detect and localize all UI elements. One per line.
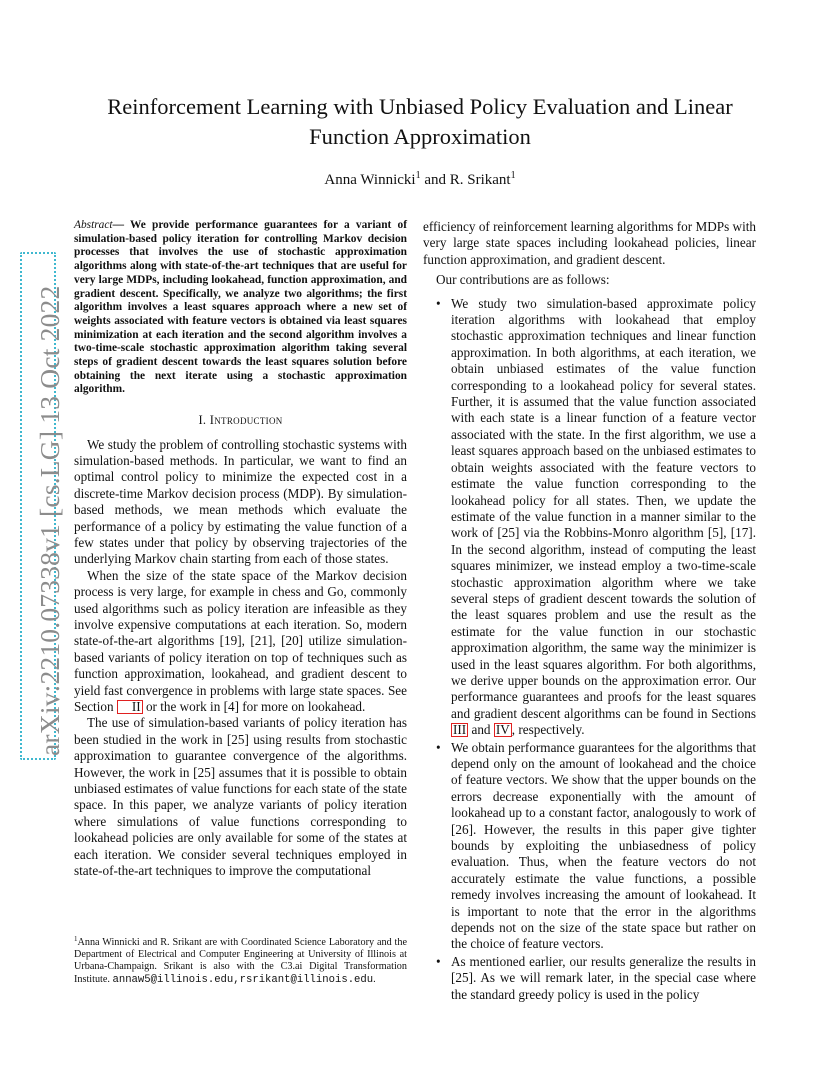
list-item — [423, 740, 756, 953]
author-emails: annaw5@illinois.edu,rsrikant@illinois.edu — [112, 973, 374, 986]
arxiv-stamp-text: arXiv:2210.07338v1 [cs.LG] 13 Oct 2022 — [34, 285, 65, 756]
abstract-text: — We provide performance guarantees for a variant of simulation-based policy iteration for controlling Markov decision processes that involves the use of stochastic approximation algorithms along with state-of-the-art techniques that are useful for very large MDPs, including lookahead, function approximation, and gradient descent. Specifically, we analyze two algorithms; the first algorithm involves a least squares approach where a new set of weights associated with feature vectors is obtained via least squares minimization at each iteration and the second algorithm involves a two-time-scale stochastic approximation algorithm taking several steps of gradient descent towards the least squares solution before obtaining the next iterate using a stochastic approximation algorithm. — [74, 219, 407, 396]
abstract-lead: Abstract — [74, 219, 113, 231]
list-item-text: As mentioned earlier, our results generalize the results in [25]. As we will remark later, in the special case where the standard greedy policy is used in the policy — [451, 953, 756, 1002]
paragraph: Our contributions are as follows: — [436, 272, 610, 288]
arxiv-stamp[interactable] — [14, 256, 65, 756]
bullet-icon: • — [436, 739, 441, 755]
section-link[interactable]: II — [117, 700, 143, 714]
paragraph: We study the problem of controlling stochastic systems with simulation-based methods. In particular, we want to find an optimal control policy to minimize the expected cost in a discrete-time Markov decision process (MDP). By simulation-based methods, we mean methods which evaluate the performance of a policy by estimating the value function of a few states under that policy by observing trajectories of the underlying Markov chain starting from each of those states. — [74, 436, 407, 567]
author-list — [80, 170, 760, 189]
paragraph: The use of simulation-based variants of policy iteration has been studied in the work in [25] using results from stochastic approximation to guarantee convergence of the algorithms. However, the work in [25] assumes that it is possible to obtain unbiased estimates of value functions for each state of the state space. In this paper, we analyze variants of policy iteration where simulations of value functions corresponding to lookahead policies are only available for some of the states at each iteration. We consider several techniques employed in state-of-the-art techniques to improve the computational — [74, 715, 407, 879]
section-number: I. — [198, 413, 210, 428]
title-line-1: Reinforcement Learning with Unbiased Policy Evaluation and Linear — [107, 94, 733, 119]
section-link[interactable]: III — [453, 722, 467, 738]
right-column — [423, 219, 756, 1004]
bullet-icon: • — [436, 953, 441, 969]
footnote-text: Anna Winnicki and R. Srikant are with Coordinated Science Laboratory and the Department of Electrical and Computer Engineering at University of Illinois at Urbana-Champaign. Srikant is also with the C3.ai Digital Transformation Institute. — [74, 937, 407, 985]
section-title: Introduction — [209, 413, 283, 428]
left-column — [74, 219, 407, 880]
list-item-text: We obtain performance guarantees for the algorithms that depend only on the amount of lookahead and the choice of feature vectors. We show that the upper bounds on the errors decrease exponentially with the amount of lookahead up to a constant factor, analogously to work of [26]. However, the results in this paper give tighter bounds by exploiting the unbiasedness of policy evaluation. Thus, when the feature vectors do not accurately estimate the value functions, a possible remedy involves increasing the amount of lookahead. It is important to note that the error in the algorithms depends not on the size of the state space but rather on the choice of feature vectors. — [451, 739, 756, 952]
footnote — [74, 933, 407, 986]
list-item-text: We study two simulation-based approximate policy iteration algorithms with lookahead that employ stochastic approximation techniques and linear function approximation. In both algorithms, at each iteration, we obtain unbiased estimates of the value function corresponding to a lookahead policy for several states. Further, it is assumed that the value function associated with each state is a linear function of a feature vector associated with the state. In the first algorithm, we use a least squares approach based on the unbiased estimates to obtain weights associated with the feature vectors to estimate the value function corresponding to the lookahead policy for all states. Then, we update the estimate of the value function in a manner similar to the work of [25] via the Robbins-Monro algorithm [5], [17]. In the second algorithm, instead of computing the least squares minimizer, we instead employ a two-time-scale stochastic approximation algorithm where we take several steps of gradient descent towards the solution of the least squares problem and use the result as the estimate for the value function in our stochastic approximation algorithm, the same way the minimizer is used in the least squares algorithm. For both algorithms, we derive upper bounds on the approximation error. Our performance guarantees and proofs for the least squares and gradient descent algorithms can be found in Sections — [451, 295, 756, 721]
bullet-icon: • — [436, 295, 441, 311]
list-item-text: , respectively. — [511, 722, 585, 738]
footnote-marker: 1 — [74, 935, 78, 943]
list-item — [423, 954, 756, 1003]
affiliation-marker: 1 — [510, 170, 516, 181]
footnote-period: . — [373, 973, 376, 985]
paragraph-continuation: efficiency of reinforcement learning algorithms for MDPs with very large state spaces including lookahead policies, linear function approximation, and gradient descent. — [423, 219, 756, 267]
list-item — [423, 296, 756, 739]
author-name: Anna Winnicki — [324, 172, 416, 188]
paragraph-text: When the size of the state space of the Markov decision process is very large, for example in chess and Go, commonly used algorithms such as policy iteration are infeasible as they involve expensive computations at each iteration. So, modern state-of-the-art algorithms [19], [21], [20] utilize simulation-based variants of policy iteration on top of techniques such as function approximation, lookahead, and gradient descent to yield fast convergence in problems with large state spaces. See Section — [74, 567, 407, 715]
author-name: R. Srikant — [449, 172, 511, 188]
abstract — [74, 219, 407, 397]
paper-title — [80, 92, 760, 152]
affiliation-marker: 1 — [415, 170, 421, 181]
contributions-list — [423, 296, 756, 1003]
title-line-2: Function Approximation — [309, 124, 531, 149]
author-separator: and — [420, 172, 450, 188]
section-link[interactable]: IV — [495, 722, 510, 738]
section-heading — [74, 412, 407, 428]
list-item-text: and — [468, 722, 494, 738]
paragraph-text: or the work in [4] for more on lookahead. — [142, 699, 366, 715]
paragraph — [74, 568, 407, 716]
